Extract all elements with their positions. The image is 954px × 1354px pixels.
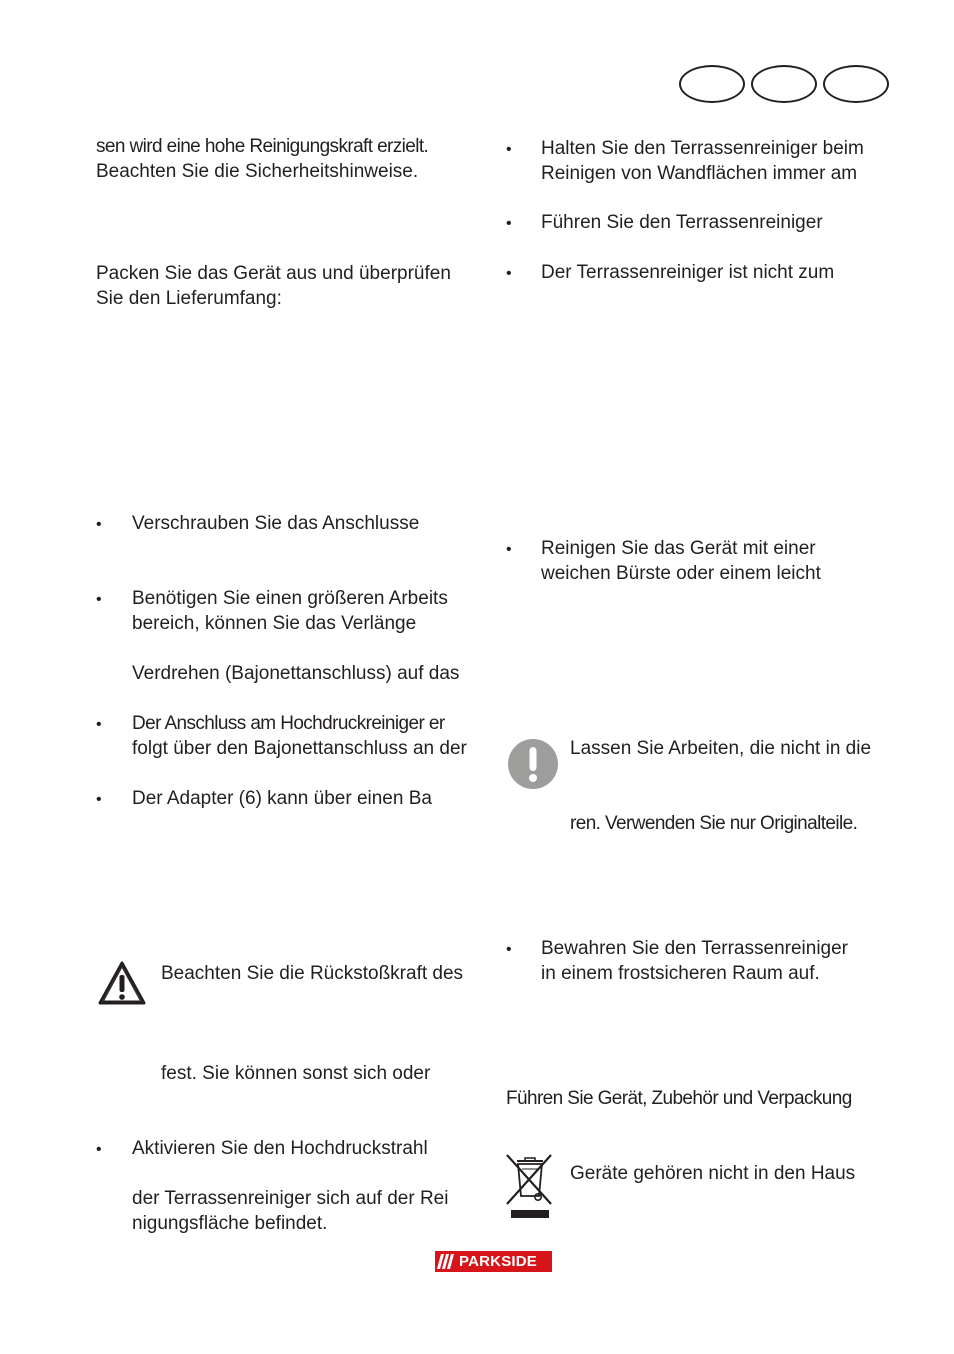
language-oval-3 [823, 65, 889, 103]
logo-stripes-icon [435, 1251, 459, 1272]
left-bullet-2-line-1: Benötigen Sie einen größeren Arbeits [132, 588, 448, 609]
left-paragraph-1-line-1: sen wird eine hohe Reinigungskraft erzielt. [96, 136, 429, 157]
left-bullet-1: Verschrauben Sie das Anschlusse [132, 513, 420, 534]
right-note-line-2: ren. Verwenden Sie nur Originalteile. [570, 813, 858, 834]
left-bullet-5-line-1: Aktivieren Sie den Hochdruckstrahl [132, 1138, 428, 1159]
bullet-marker: • [96, 716, 102, 733]
bullet-marker: • [506, 141, 512, 158]
crossed-bin-icon [504, 1152, 556, 1220]
right-bullet-4-line-2: weichen Bürste oder einem leicht [541, 563, 821, 584]
bullet-marker: • [96, 1141, 102, 1158]
left-warning-line-1: Beachten Sie die Rückstoßkraft des [161, 963, 464, 984]
right-bullet-1-line-2: Reinigen von Wandflächen immer am [541, 163, 858, 184]
left-paragraph-2-line-1: Packen Sie das Gerät aus und überprüfen [96, 263, 451, 284]
language-oval-1 [679, 65, 745, 103]
right-disposal-paragraph: Führen Sie Gerät, Zubehör und Verpackung [506, 1088, 852, 1109]
left-bullet-2-line-3: Verdrehen (Bajonettanschluss) auf das [132, 663, 460, 684]
left-bullet-3-line-1: Der Anschluss am Hochdruckreiniger er [132, 713, 445, 734]
bullet-marker: • [506, 941, 512, 958]
right-bullet-5-line-1: Bewahren Sie den Terrassenreiniger [541, 938, 848, 959]
bullet-marker: • [96, 791, 102, 808]
right-bullet-4-line-1: Reinigen Sie das Gerät mit einer [541, 538, 816, 559]
left-paragraph-1-line-2: Beachten Sie die Sicherheitshinweise. [96, 161, 419, 182]
right-bullet-3: Der Terrassenreiniger ist nicht zum [541, 262, 835, 283]
left-bullet-2-line-2: bereich, können Sie das Verlänge [132, 613, 417, 634]
right-bullet-2: Führen Sie den Terrassenreiniger [541, 212, 823, 233]
left-bullet-5-line-3: nigungsfläche befindet. [132, 1213, 328, 1234]
bullet-marker: • [506, 215, 512, 232]
logo-text: PARKSIDE [459, 1253, 537, 1270]
left-warning-line-2: fest. Sie können sonst sich oder [161, 1063, 431, 1084]
bullet-marker: • [506, 541, 512, 558]
parkside-logo [435, 1251, 552, 1272]
left-bullet-5-line-2: der Terrassenreiniger sich auf der Rei [132, 1188, 449, 1209]
right-note-line-1: Lassen Sie Arbeiten, die nicht in die [570, 738, 872, 759]
right-bullet-1-line-1: Halten Sie den Terrassenreiniger beim [541, 138, 864, 159]
language-oval-2 [751, 65, 817, 103]
bullet-marker: • [96, 591, 102, 608]
right-bullet-5-line-2: in einem frostsicheren Raum auf. [541, 963, 820, 984]
left-paragraph-2-line-2: Sie den Lieferumfang: [96, 288, 282, 309]
left-bullet-4: Der Adapter (6) kann über einen Ba [132, 788, 432, 809]
bullet-marker: • [506, 265, 512, 282]
right-weee-line-1: Geräte gehören nicht in den Haus [570, 1163, 856, 1184]
warning-triangle-icon [97, 960, 147, 1006]
exclamation-circle-icon [507, 738, 559, 790]
bullet-marker: • [96, 516, 102, 533]
left-bullet-3-line-2: folgt über den Bajonettanschluss an der [132, 738, 467, 759]
